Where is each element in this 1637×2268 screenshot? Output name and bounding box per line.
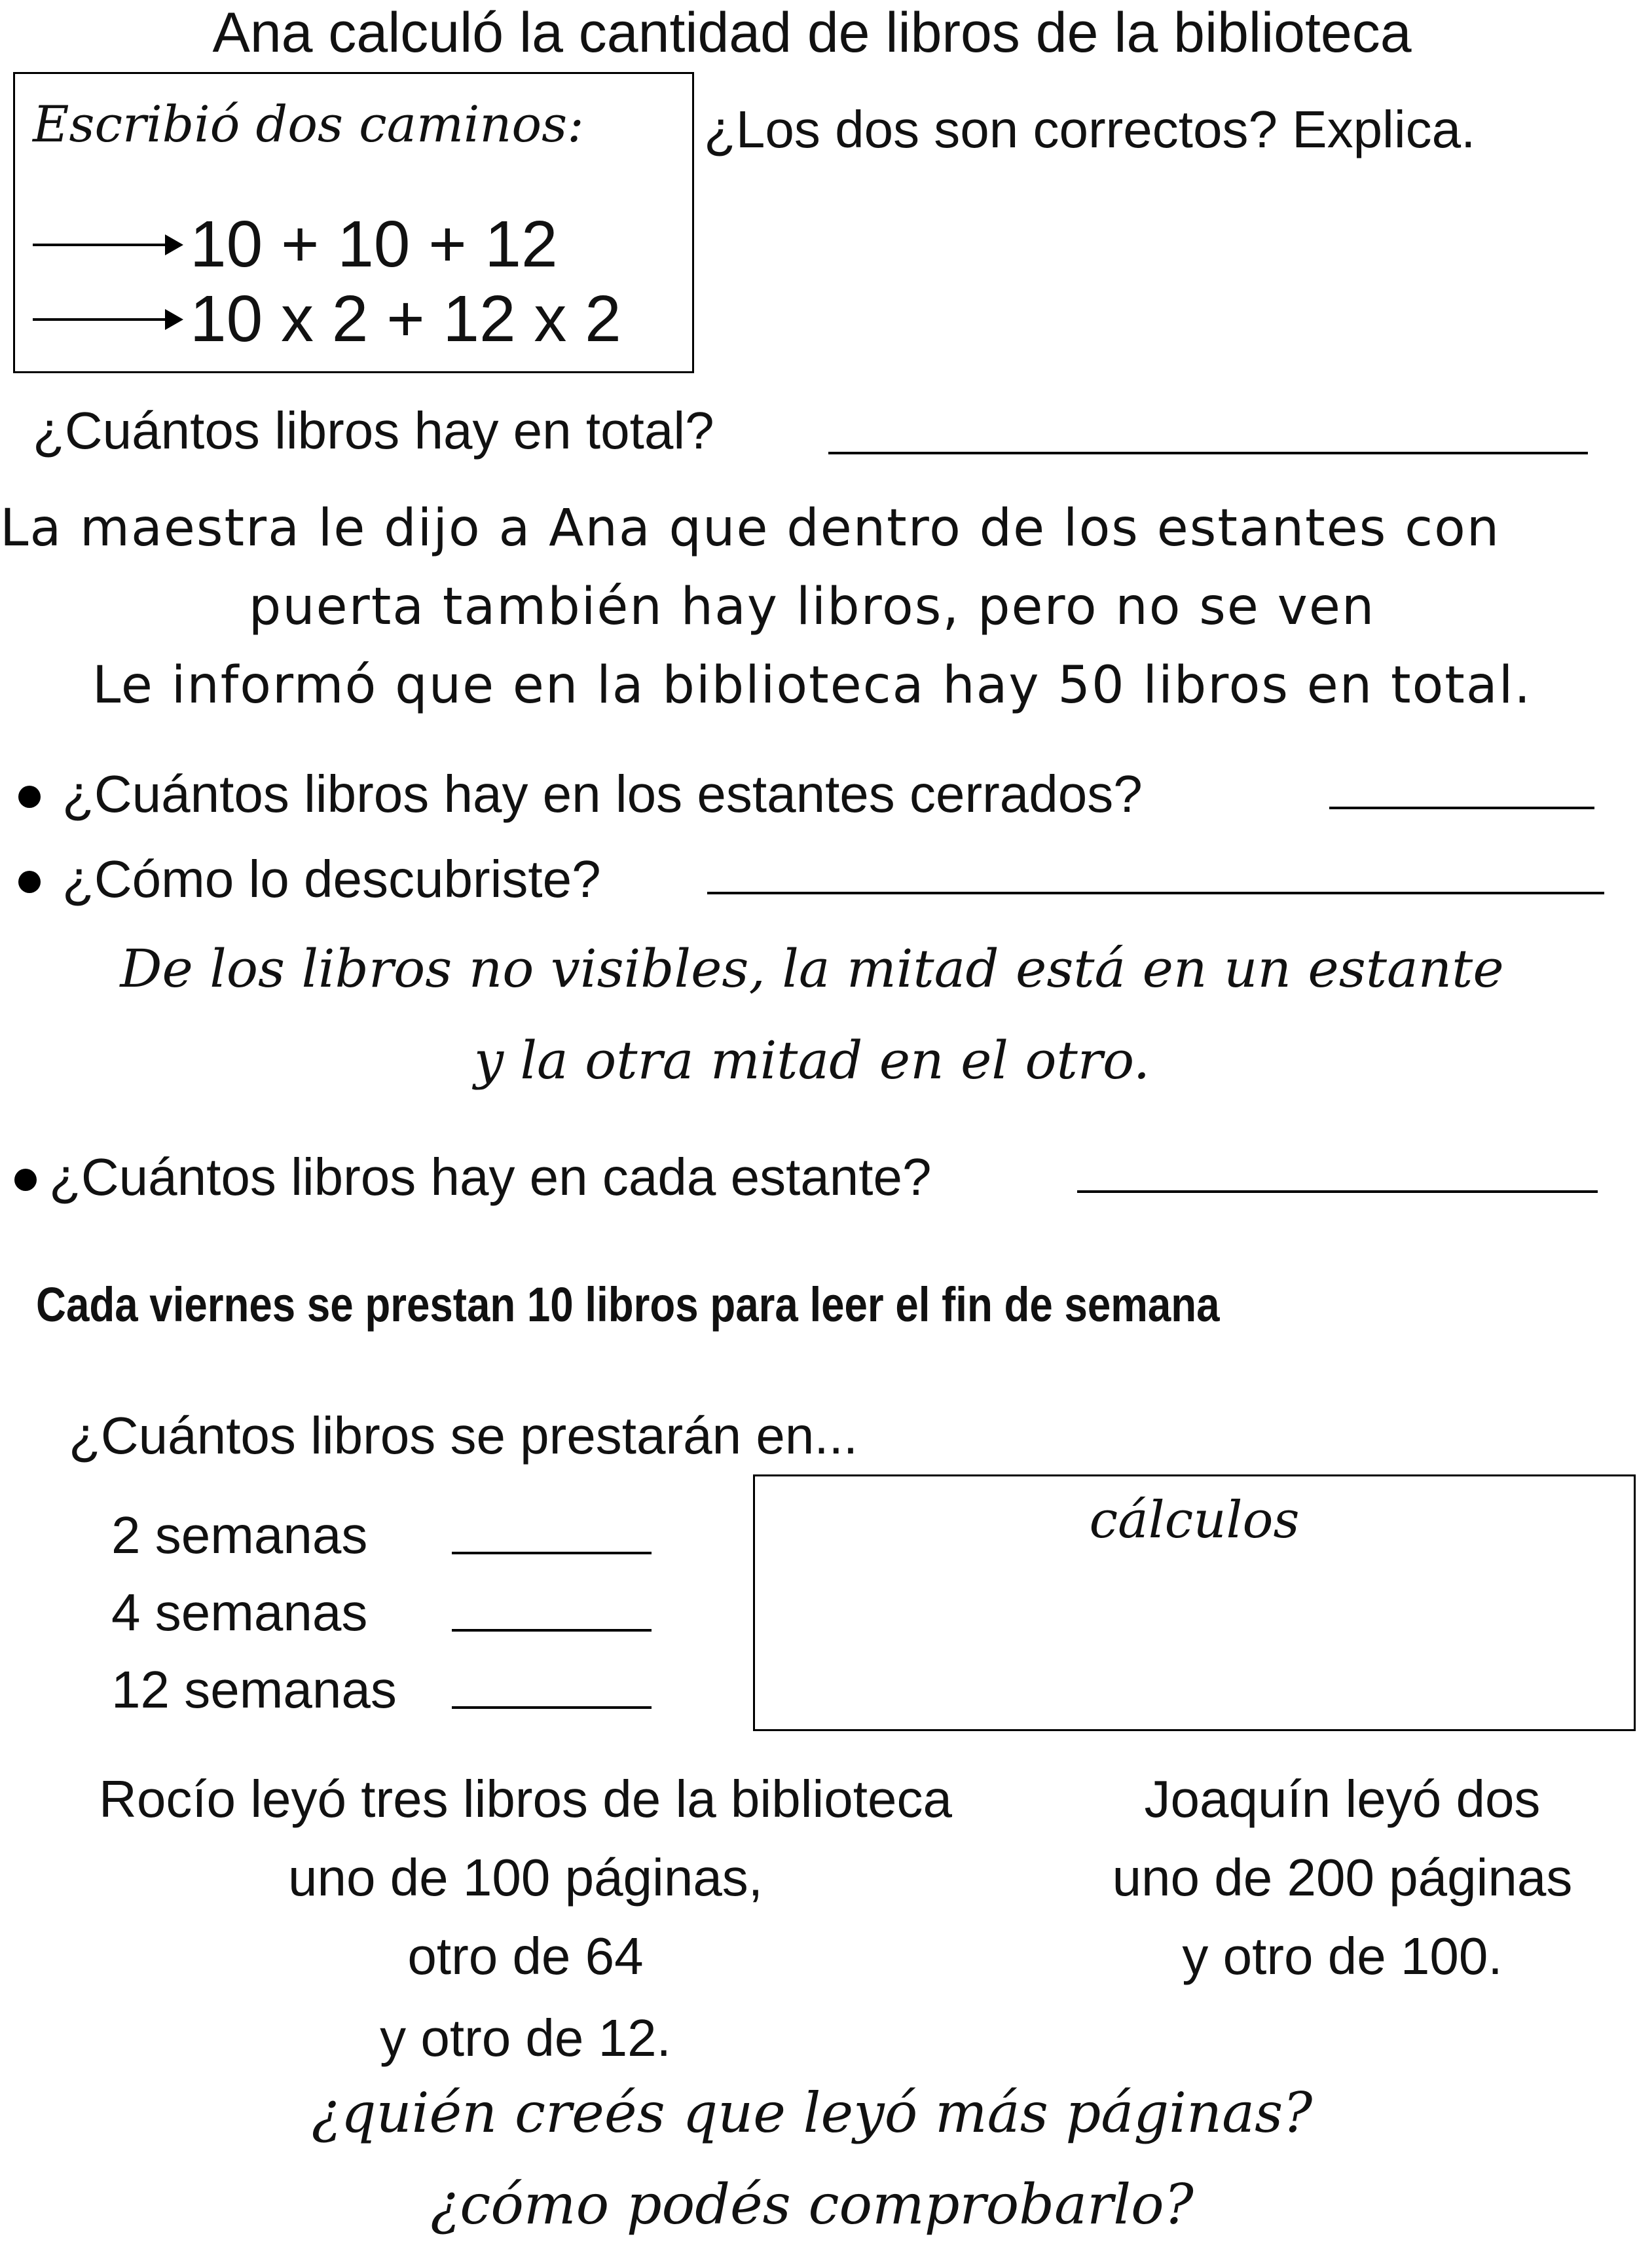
hidden-books-line-1: De los libros no visibles, la mitad está en un estante	[120, 938, 1504, 999]
final-question-2: ¿cómo podés comprobarlo?	[430, 2172, 1194, 2237]
joaquin-line-2: uno de 200 páginas	[1112, 1848, 1573, 1907]
joaquin-line-3: y otro de 100.	[1182, 1927, 1503, 1985]
question-total: ¿Cuántos libros hay en total?	[33, 401, 714, 460]
teacher-text-line-2: puerta también hay libros, pero no se ven	[248, 577, 1376, 636]
friday-heading: Cada viernes se prestan 10 libros para leer el fin de semana	[36, 1277, 1220, 1332]
joaquin-line-1: Joaquín leyó dos	[1144, 1770, 1541, 1828]
teacher-text-line-1: La maestra le dijo a Ana que dentro de los estantes con	[0, 499, 1501, 558]
bullet-icon	[18, 786, 41, 808]
question-how: ¿Cómo lo descubriste?	[62, 850, 601, 908]
answer-line-total[interactable]	[828, 452, 1588, 454]
answer-line-closed[interactable]	[1329, 807, 1594, 809]
calculations-label: cálculos	[1089, 1491, 1300, 1550]
teacher-text-line-3: Le informó que en la biblioteca hay 50 libros en total.	[92, 656, 1532, 715]
question-each-shelf: ¿Cuántos libros hay en cada estante?	[49, 1148, 932, 1206]
page-title: Ana calculó la cantidad de libros de la biblioteca	[212, 1, 1412, 64]
weeks-item: 4 semanas	[111, 1583, 368, 1641]
weeks-item: 2 semanas	[111, 1506, 368, 1564]
rocio-line-3: otro de 64	[407, 1927, 644, 1985]
rocio-line-1: Rocío leyó tres libros de la biblioteca	[99, 1770, 952, 1828]
bullet-icon	[18, 871, 41, 893]
answer-line-weeks[interactable]	[452, 1629, 652, 1632]
path-two: 10 x 2 + 12 x 2	[190, 282, 621, 356]
question-lend: ¿Cuántos libros se prestarán en...	[69, 1406, 858, 1465]
bullet-icon	[14, 1169, 37, 1191]
final-question-1: ¿quién creés que leyó más páginas?	[311, 2081, 1313, 2145]
rocio-line-2: uno de 100 páginas,	[287, 1848, 763, 1907]
answer-line-weeks[interactable]	[452, 1706, 652, 1709]
question-closed-shelves: ¿Cuántos libros hay en los estantes cerrados?	[62, 765, 1143, 823]
answer-line-each[interactable]	[1077, 1190, 1598, 1193]
question-correct: ¿Los dos son correctos? Explica.	[704, 100, 1476, 158]
weeks-item: 12 semanas	[111, 1660, 397, 1719]
rocio-line-4: y otro de 12.	[380, 2009, 671, 2067]
path-one: 10 + 10 + 12	[190, 208, 558, 281]
hidden-books-line-2: y la otra mitad en el otro.	[473, 1030, 1150, 1091]
answer-line-weeks[interactable]	[452, 1552, 652, 1554]
answer-line-how[interactable]	[707, 892, 1604, 894]
paths-heading: Escribió dos caminos:	[33, 95, 584, 153]
